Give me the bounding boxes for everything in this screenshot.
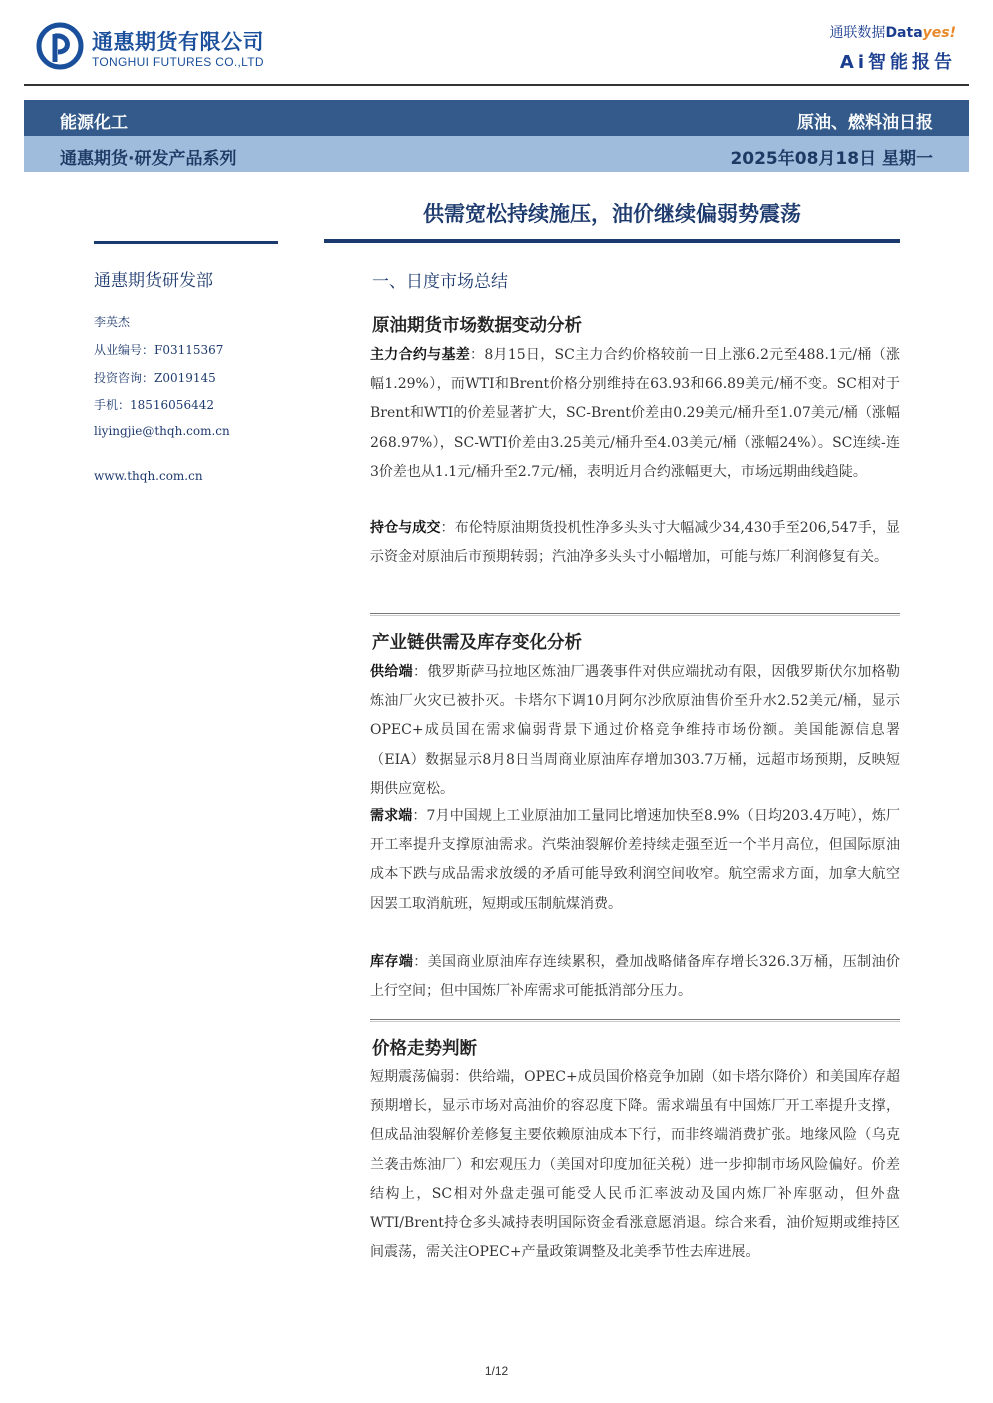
- datayes-logo: [829, 22, 956, 42]
- series-band: [24, 136, 969, 172]
- paragraph-text: ：布伦特原油期货投机性净多头头寸大幅减少34,430手至206,547手，显示资金对原油后市预期转弱；汽油净多头头寸小幅增加，可能与炼厂利润修复有关。: [370, 520, 901, 566]
- website-link[interactable]: www.thqh.com.cn: [94, 469, 203, 483]
- datayes-data: Data: [885, 25, 923, 41]
- paragraph-label: 库存端: [370, 954, 414, 970]
- inventory-paragraph: [370, 948, 900, 1006]
- futures-analysis-heading: 原油期货市场数据变动分析: [372, 316, 582, 336]
- section-divider: [370, 613, 900, 616]
- section-heading: 一、日度市场总结: [372, 272, 508, 292]
- report-type-label: 原油、燃料油日报: [797, 113, 933, 133]
- price-outlook-heading: 价格走势判断: [372, 1039, 477, 1059]
- paragraph-text: ：7月中国规上工业原油加工量同比增速加快至8.9%（日均203.4万吨），炼厂开工率提升支撑原油需求。汽柴油裂解价差持续走强至近一个半月高位，但国际原油成本下跌与成品需求放缓的矛盾可能导致利润空间收窄。航空需求方面，加拿大航空因罢工取消航班，短期或压制航煤消费。: [370, 808, 901, 912]
- title-underline: [324, 239, 900, 243]
- paragraph-text: ：俄罗斯萨马拉地区炼油厂遇袭事件对供应端扰动有限，因俄罗斯伏尔加格勒炼油厂火灾已被扑灭。卡塔尔下调10月阿尔沙欣原油售价至升水2.52美元/桶，显示OPEC+成员国在需求偏弱背景下通过价格竞争维持市场份额。美国能源信息署（EIA）数据显示8月8日当周商业原油库存增加303.7万桶，远超市场预期，反映短期供应宽松。: [370, 664, 900, 797]
- consult-number: 投资咨询：Z0019145: [94, 371, 216, 385]
- supply-paragraph: [370, 658, 900, 804]
- left-column-rule: [94, 241, 278, 244]
- license-number: 从业编号：F03115367: [94, 343, 224, 357]
- report-date: 2025年08月18日 星期一: [730, 149, 933, 169]
- department-name: 通惠期货研发部: [94, 271, 213, 291]
- price-outlook-paragraph: [370, 1063, 900, 1267]
- phone-number: 手机：18516056442: [94, 398, 214, 412]
- email-link[interactable]: liyingjie@thqh.com.cn: [94, 424, 230, 438]
- futures-analysis-paragraph-2: [370, 514, 900, 572]
- company-name-cn: 通惠期货有限公司: [92, 30, 264, 54]
- datayes-yes: yes!: [922, 25, 956, 41]
- company-logo-icon: [36, 22, 84, 70]
- paragraph-text: ：美国商业原油库存连续累积，叠加战略储备库存增长326.3万桶，压制油价上行空间；但中国炼厂补库需求可能抵消部分压力。: [370, 954, 901, 1000]
- report-title: 供需宽松持续施压，油价继续偏弱势震荡: [423, 202, 801, 226]
- ai-report-label: Ai智能报告: [839, 52, 956, 73]
- series-label: 通惠期货·研发产品系列: [60, 149, 237, 169]
- author-name: 李英杰: [94, 315, 131, 329]
- supply-demand-heading: 产业链供需及库存变化分析: [372, 633, 582, 653]
- paragraph-label: 持仓与成交: [370, 520, 441, 536]
- sector-band: [24, 100, 969, 136]
- paragraph-label: 主力合约与基差: [370, 347, 471, 363]
- section-divider: [370, 1019, 900, 1022]
- header-divider: [24, 84, 969, 86]
- futures-analysis-paragraph-1: [370, 341, 900, 487]
- demand-paragraph: [370, 802, 900, 919]
- paragraph-text: 短期震荡偏弱：供给端，OPEC+成员国价格竞争加剧（如卡塔尔降价）和美国库存超预期增长，显示市场对高油价的容忍度下降。需求端虽有中国炼厂开工率提升支撑，但成品油裂解价差修复主要依赖原油成本下行，而非终端消费扩张。地缘风险（乌克兰袭击炼油厂）和宏观压力（美国对印度加征关税）进一步抑制市场风险偏好。价差结构上，SC相对外盘走强可能受人民币汇率波动及国内炼厂补库驱动，但外盘WTI/Brent持仓多头减持表明国际资金看涨意愿消退。综合来看，油价短期或维持区间震荡，需关注OPEC+产量政策调整及北美季节性去库进展。: [370, 1069, 900, 1261]
- paragraph-label: 需求端: [370, 808, 413, 824]
- company-name-en: TONGHUI FUTURES CO.,LTD: [92, 55, 264, 69]
- sector-label: 能源化工: [60, 113, 128, 133]
- datayes-prefix: 通联数据: [829, 25, 886, 41]
- paragraph-text: ：8月15日，SC主力合约价格较前一日上涨6.2元至488.1元/桶（涨幅1.29%），而WTI和Brent价格分别维持在63.93和66.89美元/桶不变。SC相对于Brent和WTI的价差显著扩大，SC-Brent价差由0.29美元/桶升至1.07美元/桶（涨幅268.97%），SC-WTI价差由3.25美元/桶升至4.03美元/桶（涨幅24%）。SC连续-连3价差也从1.1元/桶升至2.7元/桶，表明近月合约涨幅更大，市场远期曲线趋陡。: [370, 347, 900, 480]
- paragraph-label: 供给端: [370, 664, 413, 680]
- page-number: 1/12: [484, 1364, 509, 1378]
